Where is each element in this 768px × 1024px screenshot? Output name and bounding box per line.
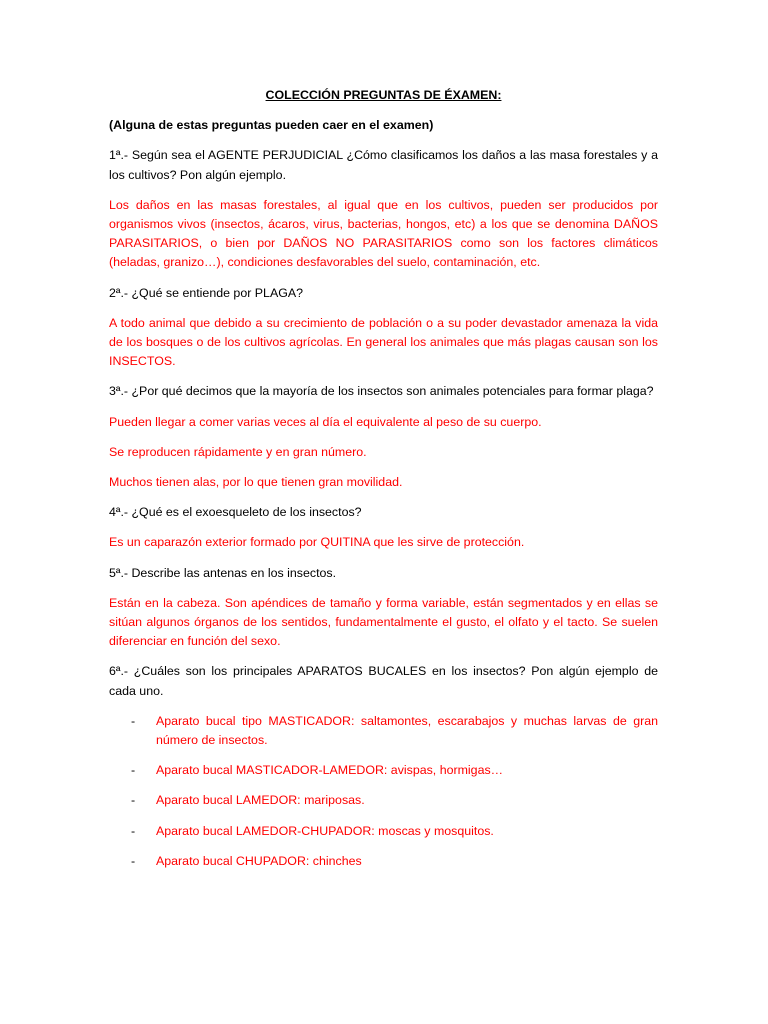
list-item-text: Aparato bucal LAMEDOR-CHUPADOR: moscas y mosquitos.: [156, 823, 494, 838]
list-item: [109, 761, 658, 780]
list-item: [109, 791, 658, 810]
question-2: 2ª.- ¿Qué se entiende por PLAGA?: [109, 285, 303, 300]
list-item-text: Aparato bucal MASTICADOR-LAMEDOR: avispas, hormigas…: [156, 763, 504, 778]
answer-3-item: Muchos tienen alas, por lo que tienen gran movilidad.: [109, 475, 403, 490]
list-item-text: Aparato bucal tipo MASTICADOR: saltamontes, escarabajos y muchas larvas de gran número de insectos.: [156, 713, 658, 748]
question-6: 6ª.- ¿Cuáles son los principales APARATOS BUCALES en los insectos? Pon algún ejemplo de cada uno.: [109, 664, 658, 698]
answer-4: Es un caparazón exterior formado por QUITINA que les sirve de protección.: [109, 535, 525, 550]
question-4: 4ª.- ¿Qué es el exoesqueleto de los insectos?: [109, 505, 362, 520]
list-item-text: Aparato bucal CHUPADOR: chinches: [156, 853, 362, 868]
question-1: 1ª.- Según sea el AGENTE PERJUDICIAL ¿Cómo clasificamos los daños a las masa forestales y a los cultivos? Pon algún ejemplo.: [109, 148, 658, 182]
list-item: [109, 822, 658, 841]
mouthparts-list: [109, 712, 658, 871]
answer-3-item: Pueden llegar a comer varias veces al día el equivalente al peso de su cuerpo.: [109, 414, 542, 429]
bullet-dash: -: [131, 793, 136, 808]
answer-2: A todo animal que debido a su crecimiento de población o a su poder devastador amenaza la vida de los bosques o de los cultivos agrícolas. En general los animales que más plagas causan son los INSECTOS.: [109, 315, 658, 369]
exam-note: (Alguna de estas preguntas pueden caer en el examen): [109, 118, 434, 133]
list-item-text: Aparato bucal LAMEDOR: mariposas.: [156, 793, 365, 808]
answer-5: Están en la cabeza. Son apéndices de tamaño y forma variable, están segmentados y en ellas se sitúan algunos órganos de los sentidos, fundamentalmente el gusto, el olfato y el tacto. Se suelen diferenciar en función del sexo.: [109, 595, 658, 649]
document-title: COLECCIÓN PREGUNTAS DE ÉXAMEN:: [265, 88, 502, 102]
document-content: [109, 86, 658, 882]
bullet-dash: -: [131, 713, 136, 728]
bullet-dash: -: [131, 853, 136, 868]
list-item: [109, 852, 658, 871]
bullet-dash: -: [131, 763, 136, 778]
answer-1: Los daños en las masas forestales, al igual que en los cultivos, pueden ser producidos por organismos vivos (insectos, ácaros, virus, bacterias, hongos, etc) a los que se denomina DAÑOS PARASITARIOS, o bien por DAÑOS NO PARASITARIOS como son los factores climáticos (heladas, granizo…), condiciones desfavorables del suelo, contaminación, etc.: [109, 197, 658, 270]
bullet-dash: -: [131, 823, 136, 838]
answer-3-item: Se reproducen rápidamente y en gran número.: [109, 444, 367, 459]
question-3: 3ª.- ¿Por qué decimos que la mayoría de los insectos son animales potenciales para formar plaga?: [109, 384, 654, 399]
question-5: 5ª.- Describe las antenas en los insectos.: [109, 565, 337, 580]
list-item: [109, 712, 658, 750]
